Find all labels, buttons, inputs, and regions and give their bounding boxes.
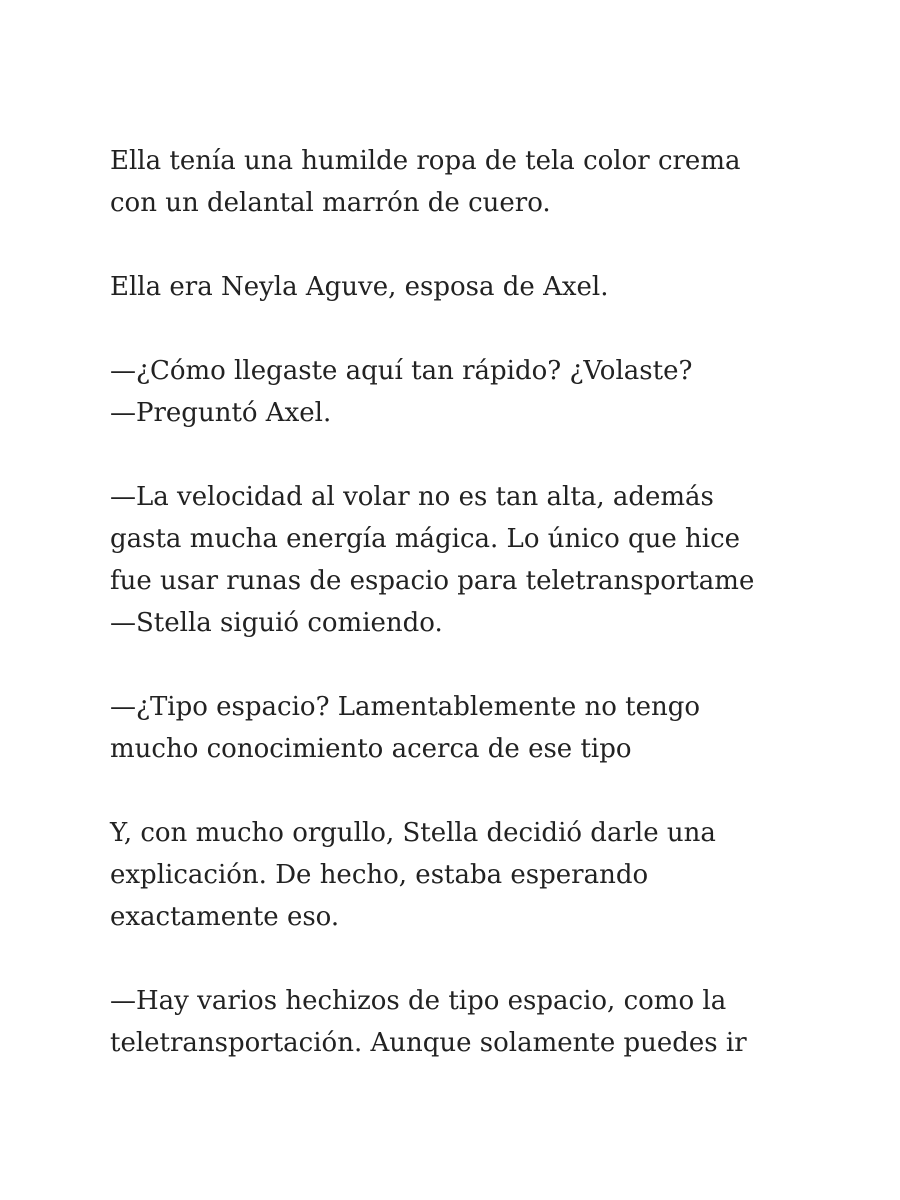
text-line: —Hay varios hechizos de tipo espacio, como la	[110, 986, 727, 1016]
paragraph-narration	[110, 812, 870, 938]
paragraph-description	[110, 140, 870, 224]
paragraph-question	[110, 350, 870, 434]
text-line: mucho conocimiento acerca de ese tipo	[110, 734, 632, 764]
text-line: —Preguntó Axel.	[110, 398, 332, 428]
text-line: teletransportación. Aunque solamente puedes ir	[110, 1028, 747, 1058]
text-line: Ella era Neyla Aguve, esposa de Axel.	[110, 272, 609, 302]
text-line: explicación. De hecho, estaba esperando	[110, 860, 649, 890]
paragraph-identity	[110, 266, 870, 308]
text-line: Ella tenía una humilde ropa de tela color crema	[110, 146, 741, 176]
text-line: —La velocidad al volar no es tan alta, además	[110, 482, 714, 512]
text-line: —¿Tipo espacio? Lamentablemente no tengo	[110, 692, 701, 722]
text-line: —¿Cómo llegaste aquí tan rápido? ¿Volaste?	[110, 356, 693, 386]
text-line: con un delantal marrón de cuero.	[110, 188, 551, 218]
text-line: exactamente eso.	[110, 902, 340, 932]
paragraph-explanation	[110, 980, 870, 1064]
text-line: Y, con mucho orgullo, Stella decidió darle una	[110, 818, 716, 848]
paragraph-answer	[110, 476, 870, 644]
text-line: fue usar runas de espacio para teletransportame	[110, 566, 755, 596]
text-line: —Stella siguió comiendo.	[110, 608, 443, 638]
paragraph-reply	[110, 686, 870, 770]
reading-page	[110, 140, 870, 1106]
text-line: gasta mucha energía mágica. Lo único que hice	[110, 524, 741, 554]
